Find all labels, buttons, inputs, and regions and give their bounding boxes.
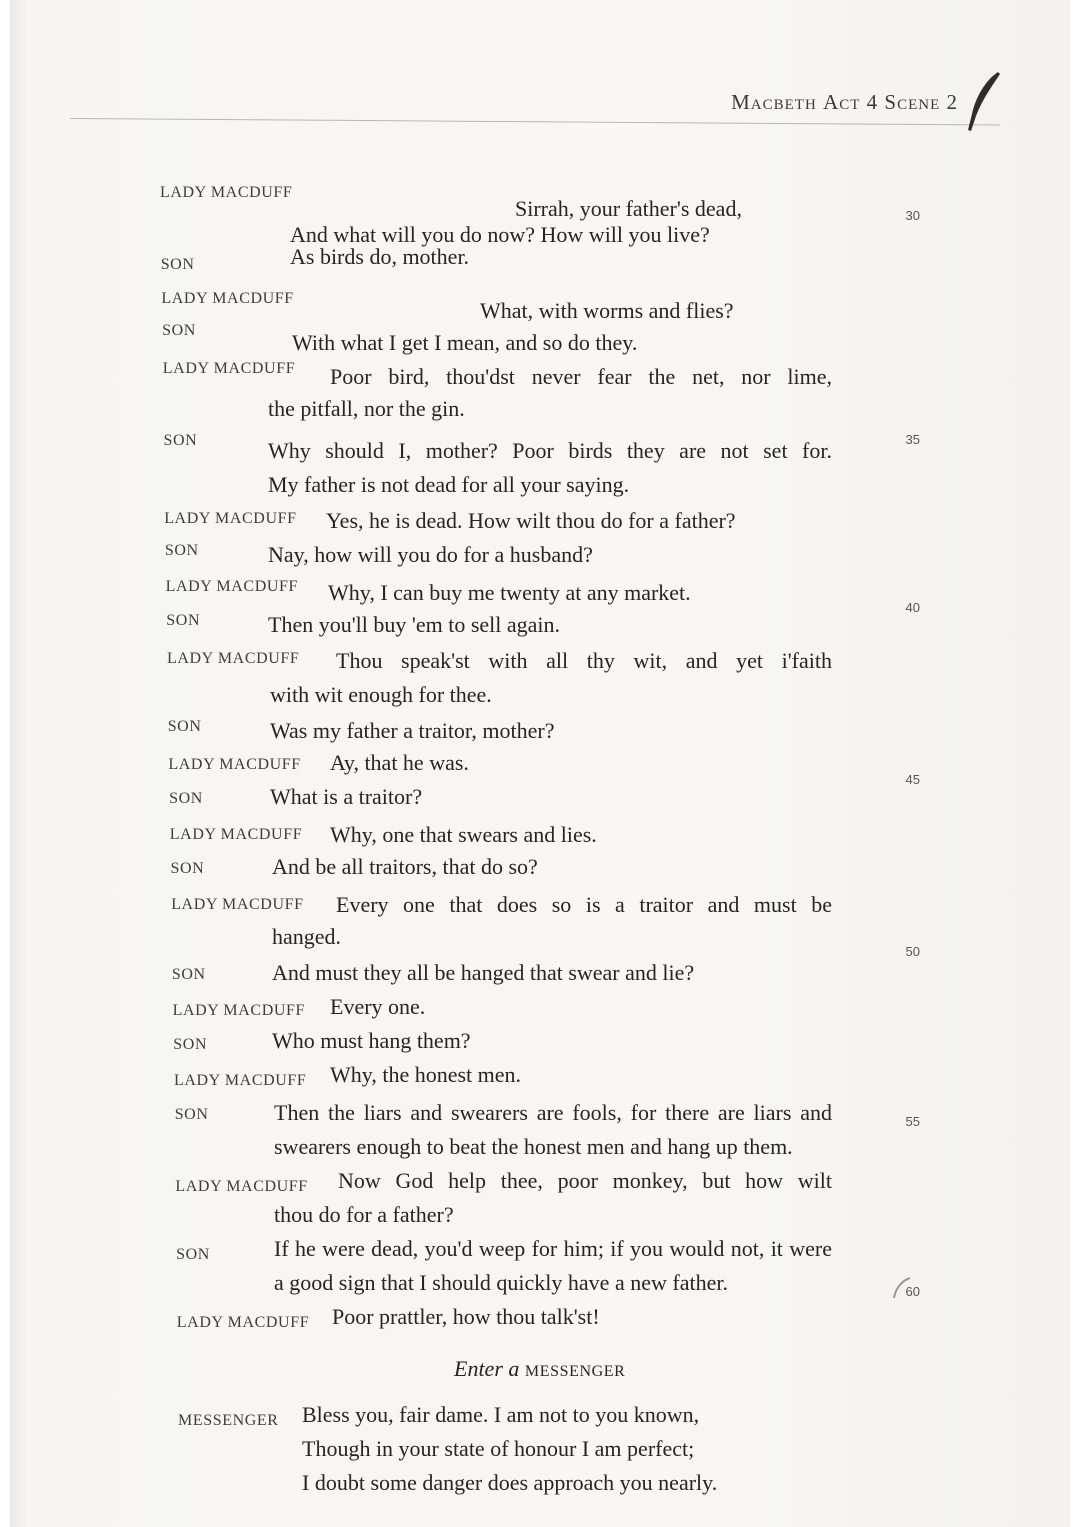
dialogue-line: I doubt some danger does approach you nearly. [302, 1470, 718, 1495]
dialogue-line: Why, one that swears and lies. [330, 822, 597, 847]
line-number: 55 [905, 1114, 920, 1129]
speaker-name: LADY MACDUFF [174, 1072, 307, 1089]
speaker-name: SON [170, 860, 205, 877]
dialogue-line: Poor bird, thou'dst never fear the net, nor lime, [330, 364, 832, 389]
stage-direction-character: MESSENGER [524, 1363, 626, 1380]
dialogue-line: the pitfall, nor the gin. [268, 396, 465, 421]
speaker-name: SON [163, 432, 198, 449]
speaker-name: SON [174, 1106, 209, 1123]
dialogue-line: What, with worms and flies? [480, 298, 734, 323]
pencil-mark-icon [890, 1274, 914, 1304]
speaker-name: SON [169, 790, 203, 807]
dialogue-line: Nay, how will you do for a husband? [268, 542, 593, 567]
dialogue-line: Then you'll buy 'em to sell again. [268, 612, 561, 637]
dialogue-line: Though in your state of honour I am perfect; [302, 1436, 695, 1461]
dialogue-line: As birds do, mother. [290, 244, 470, 269]
speaker-name: LADY MACDUFF [171, 896, 304, 913]
dialogue-line: Why, I can buy me twenty at any market. [328, 580, 691, 605]
stage-direction-enter: Enter a [454, 1356, 525, 1381]
dialogue-line: Who must hang them? [272, 1028, 471, 1053]
speaker-name: LADY MACDUFF [175, 1178, 308, 1195]
scene-label: Scene 2 [884, 90, 958, 114]
dialogue-line: Was my father a traitor, mother? [270, 718, 555, 743]
dialogue-line: Why, the honest men. [330, 1062, 522, 1087]
speaker-name: LADY MACDUFF [160, 184, 293, 201]
speaker-name: SON [166, 612, 201, 629]
dialogue-line: Now God help thee, poor monkey, but how wilt [338, 1168, 832, 1193]
speaker-name: SON [164, 542, 199, 559]
speaker-name: SON [171, 966, 206, 983]
line-number: 60 [905, 1284, 920, 1299]
dialogue-line: Thou speak'st with all thy wit, and yet i'faith [336, 648, 832, 673]
line-number: 50 [905, 944, 920, 959]
line-number: 35 [905, 432, 920, 447]
stage-direction [454, 1356, 625, 1382]
speaker-name: SON [176, 1246, 210, 1263]
book-page [10, 0, 1070, 1527]
speaker-name: LADY MACDUFF [176, 1314, 310, 1331]
dialogue-line: And must they all be hanged that swear and lie? [272, 960, 695, 985]
dialogue-line: Sirrah, your father's dead, [515, 196, 742, 221]
dialogue-line: hanged. [272, 924, 342, 949]
speaker-name: MESSENGER [178, 1412, 279, 1429]
play-title: Macbeth [731, 90, 817, 114]
line-number: 40 [905, 600, 920, 615]
speaker-name: SON [173, 1036, 208, 1053]
dialogue-line: With what I get I mean, and so do they. [292, 330, 638, 355]
line-number: 30 [905, 208, 920, 223]
dialogue-line: thou do for a father? [274, 1202, 454, 1227]
dialogue-line: a good sign that I should quickly have a new father. [274, 1270, 728, 1295]
speaker-name: LADY MACDUFF [172, 1002, 305, 1019]
line-number: 45 [905, 772, 920, 787]
dialogue-line: Bless you, fair dame. I am not to you known, [302, 1402, 700, 1427]
dialogue-line: Every one that does so is a traitor and must be [336, 892, 832, 917]
dialogue-line: And be all traitors, that do so? [272, 854, 538, 879]
dialogue-line: My father is not dead for all your saying. [268, 472, 630, 497]
dialogue-line: If he were dead, you'd weep for him; if you would not, it were [274, 1236, 832, 1261]
dialogue-line: Why should I, mother? Poor birds they are not set for. [268, 438, 832, 463]
dialogue-line: with wit enough for thee. [270, 682, 492, 707]
speaker-name: LADY MACDUFF [162, 360, 296, 377]
speaker-name: LADY MACDUFF [168, 756, 301, 773]
act-label: Act 4 [823, 90, 879, 114]
dialogue-line: What is a traitor? [270, 784, 423, 809]
speaker-name: LADY MACDUFF [167, 650, 300, 667]
dialogue-line: swearers enough to beat the honest men and hang up them. [274, 1134, 793, 1159]
speaker-name: SON [160, 256, 195, 273]
speaker-name: LADY MACDUFF [161, 290, 294, 307]
speaker-name: SON [167, 718, 202, 735]
dialogue-line: Yes, he is dead. How wilt thou do for a father? [326, 508, 736, 533]
speaker-name: SON [162, 322, 196, 339]
speaker-name: LADY MACDUFF [169, 826, 303, 843]
dialogue-line: And what will you do now? How will you live? [290, 222, 710, 247]
dialogue-line: Every one. [330, 994, 426, 1019]
dialogue-line: Poor prattler, how thou talk'st! [332, 1304, 600, 1329]
dialogue-line: Ay, that he was. [330, 750, 469, 775]
dialogue-line: Then the liars and swearers are fools, for there are liars and [274, 1100, 832, 1125]
speaker-name: LADY MACDUFF [165, 578, 298, 595]
speaker-name: LADY MACDUFF [164, 510, 297, 527]
